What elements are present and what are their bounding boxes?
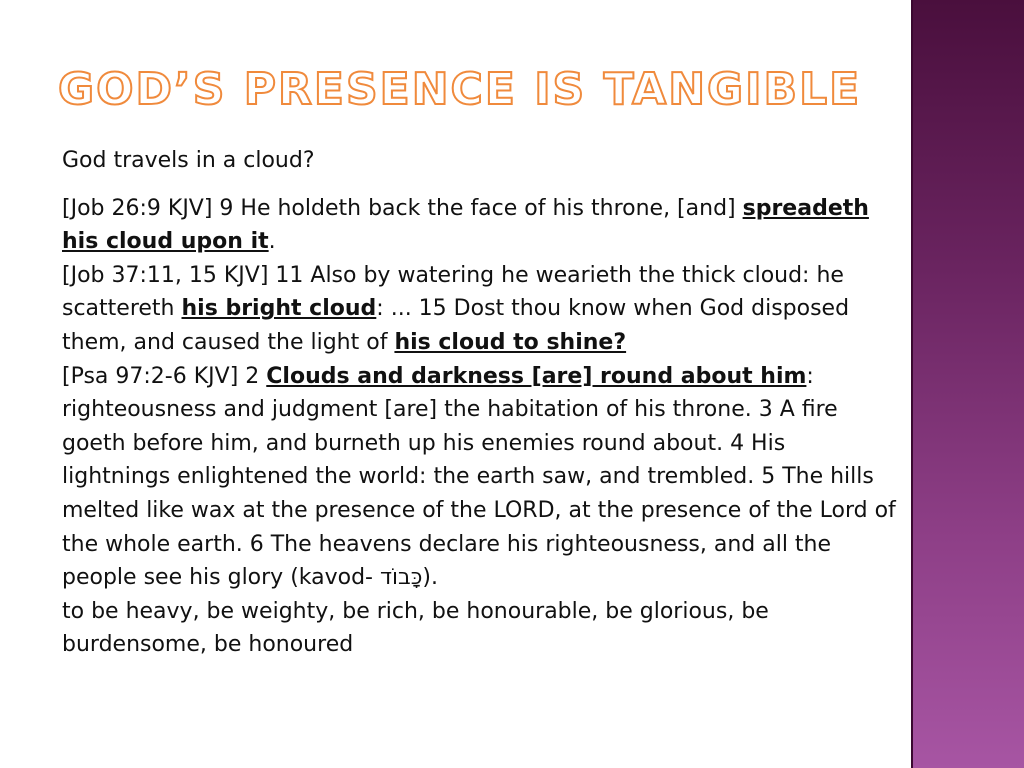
job-26-ref: [Job 26:9 KJV] 9 He holdeth back the face of his throne, [and] bbox=[62, 195, 743, 221]
kavod-definition: to be heavy, be weighty, be rich, be honourable, be glorious, be burdensome, be honoured bbox=[62, 598, 769, 658]
job-37-ref: [Job 37:11, 15 KJV] 11 Also by watering he wearieth the thick cloud: he scattereth bbox=[62, 262, 844, 322]
side-band-edge bbox=[911, 0, 913, 768]
job-37-verse bbox=[62, 259, 900, 360]
job-26-tail: . bbox=[268, 229, 276, 255]
job-26-verse bbox=[62, 192, 900, 259]
slide-body bbox=[62, 144, 900, 662]
job-37-emphasis-2: his cloud to shine? bbox=[394, 329, 627, 355]
slide-title: GOD’S PRESENCE IS TANGIBLE bbox=[58, 64, 862, 115]
psa-97-verse bbox=[62, 360, 900, 595]
psa-97-tail: : righteousness and judgment [are] the habitation of his throne. 3 A fire goeth before him, and burneth up his enemies round about. 4 His lightnings enlightened the world: the earth saw, and trembled. 5 The hills melted like wax at the presence of the LORD, at the presence of the Lord of the whole earth. 6 The heavens declare his righteousness, and all the people see his glory (kavod- כָּבוֹד). bbox=[62, 363, 896, 591]
psa-97-emphasis: Clouds and darkness [are] round about him bbox=[266, 363, 807, 389]
job-26-emphasis: spreadeth his cloud upon it bbox=[62, 195, 869, 255]
intro-line: God travels in a cloud? bbox=[62, 148, 315, 173]
psa-97-ref: [Psa 97:2-6 KJV] 2 bbox=[62, 363, 267, 389]
job-37-emphasis-1: his bright cloud bbox=[181, 296, 377, 322]
job-37-mid: : ... 15 Dost thou know when God disposed them, and caused the light of bbox=[62, 296, 850, 355]
decorative-side-band bbox=[911, 0, 1024, 768]
